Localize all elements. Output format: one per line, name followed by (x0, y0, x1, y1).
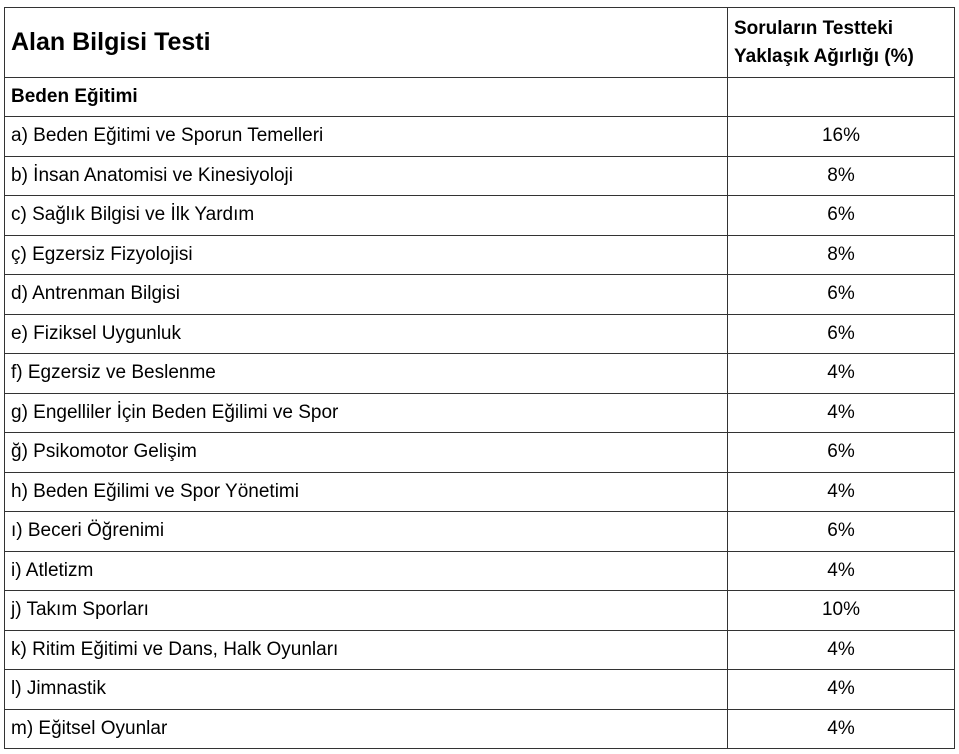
weight-cell: 10% (728, 591, 955, 631)
table-body (5, 117, 955, 749)
header-subject: Alan Bilgisi Testi (5, 8, 728, 78)
topic-cell: m) Eğitsel Oyunlar (5, 709, 728, 749)
weights-table (4, 7, 955, 749)
topic-cell: d) Antrenman Bilgisi (5, 275, 728, 315)
topic-cell: k) Ritim Eğitimi ve Dans, Halk Oyunları (5, 630, 728, 670)
table-row (5, 393, 955, 433)
table-row (5, 670, 955, 710)
weight-cell: 4% (728, 709, 955, 749)
weight-cell: 6% (728, 512, 955, 552)
weight-cell: 4% (728, 393, 955, 433)
header-weight-line2: Yaklaşık Ağırlığı (%) (734, 45, 914, 67)
table-row (5, 512, 955, 552)
topic-cell: g) Engelliler İçin Beden Eğilimi ve Spor (5, 393, 728, 433)
table-row (5, 235, 955, 275)
topic-cell: a) Beden Eğitimi ve Sporun Temelleri (5, 117, 728, 157)
weight-cell: 6% (728, 314, 955, 354)
table-row (5, 709, 955, 749)
topic-cell: ç) Egzersiz Fizyolojisi (5, 235, 728, 275)
weight-cell: 8% (728, 156, 955, 196)
table-row (5, 117, 955, 157)
weight-cell: 4% (728, 630, 955, 670)
topic-cell: h) Beden Eğilimi ve Spor Yönetimi (5, 472, 728, 512)
table-row (5, 354, 955, 394)
weight-cell: 4% (728, 670, 955, 710)
weight-cell: 8% (728, 235, 955, 275)
topic-cell: i) Atletizm (5, 551, 728, 591)
table-row (5, 275, 955, 315)
topic-cell: j) Takım Sporları (5, 591, 728, 631)
topic-cell: l) Jimnastik (5, 670, 728, 710)
topic-cell: f) Egzersiz ve Beslenme (5, 354, 728, 394)
document-page (4, 7, 954, 749)
topic-cell: b) İnsan Anatomisi ve Kinesiyoloji (5, 156, 728, 196)
table-row (5, 156, 955, 196)
header-weight (728, 8, 955, 78)
section-title: Beden Eğitimi (5, 78, 728, 117)
section-empty-cell (728, 78, 955, 117)
table-row (5, 472, 955, 512)
table-header-row (5, 8, 955, 78)
table-row (5, 630, 955, 670)
topic-cell: c) Sağlık Bilgisi ve İlk Yardım (5, 196, 728, 236)
table-row (5, 551, 955, 591)
weight-cell: 6% (728, 433, 955, 473)
weight-cell: 4% (728, 472, 955, 512)
weight-cell: 16% (728, 117, 955, 157)
weight-cell: 4% (728, 551, 955, 591)
weight-cell: 6% (728, 275, 955, 315)
weight-cell: 4% (728, 354, 955, 394)
topic-cell: e) Fiziksel Uygunluk (5, 314, 728, 354)
table-row (5, 433, 955, 473)
topic-cell: ı) Beceri Öğrenimi (5, 512, 728, 552)
topic-cell: ğ) Psikomotor Gelişim (5, 433, 728, 473)
header-weight-line1: Soruların Testteki (734, 17, 894, 39)
table-row (5, 591, 955, 631)
table-row (5, 314, 955, 354)
weight-cell: 6% (728, 196, 955, 236)
section-row (5, 78, 955, 117)
table-row (5, 196, 955, 236)
